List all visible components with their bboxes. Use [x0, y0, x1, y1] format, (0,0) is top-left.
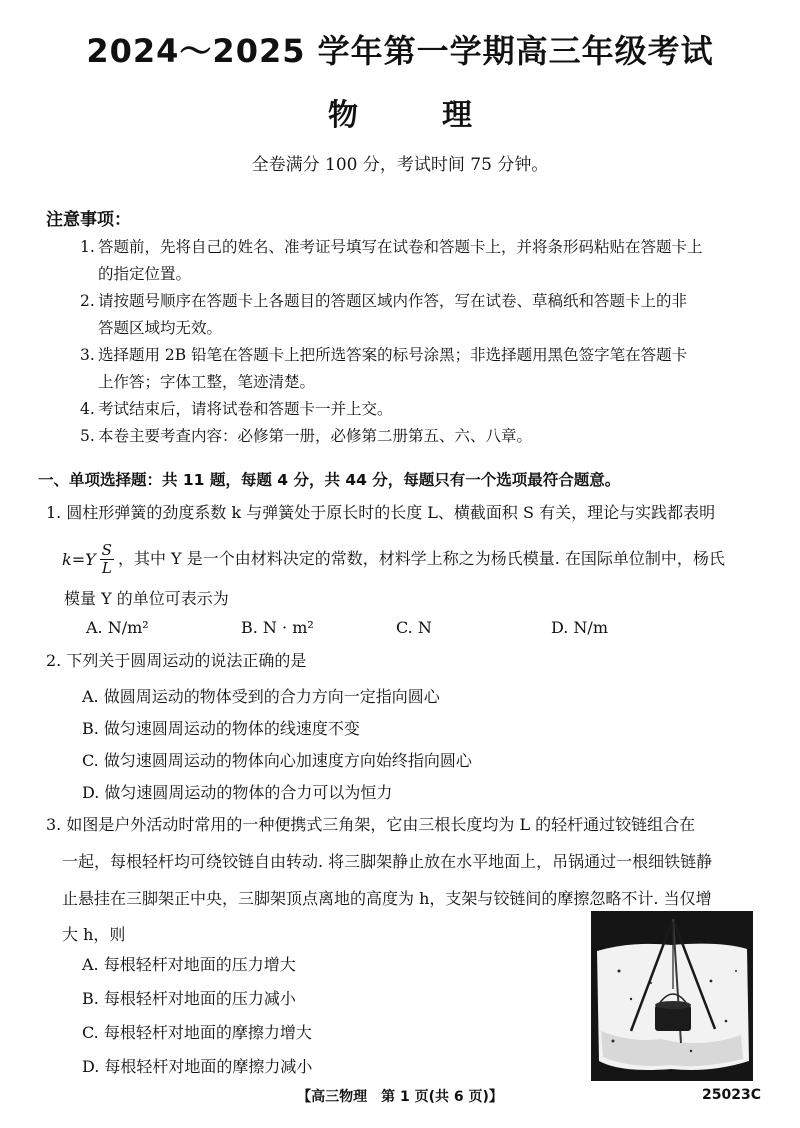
notice-text: 选择题用 2B 铅笔在答题卡上把所选答案的标号涂黑；非选择题用黑色签字笔在答题卡 — [98, 346, 688, 364]
page-footer: 【高三物理 第 1 页(共 6 页)】 — [297, 1089, 503, 1105]
notice-list — [80, 234, 770, 450]
q3-option-c: C. 每根轻杆对地面的摩擦力增大 — [82, 1023, 312, 1042]
notice-text-cont: 的指定位置。 — [98, 265, 192, 283]
notice-item — [80, 234, 770, 288]
notice-num: 4. — [80, 400, 95, 418]
notice-heading: 注意事项： — [46, 210, 131, 230]
notice-text-cont: 上作答；字体工整，笔迹清楚。 — [98, 373, 316, 391]
q1-formula — [62, 541, 118, 579]
notice-num: 3. — [80, 346, 95, 364]
tripod-photo-image — [591, 911, 753, 1081]
q2-option-d: D. 做匀速圆周运动的物体的合力可以为恒力 — [82, 783, 393, 802]
q1-formula-line — [62, 540, 762, 579]
q1-fraction — [100, 542, 114, 577]
subject-char-2: 理 — [442, 98, 472, 133]
q2-option-b: B. 做匀速圆周运动的物体的线速度不变 — [82, 719, 360, 738]
q1-frac-num: S — [101, 541, 112, 559]
notice-text-cont: 答题区域均无效。 — [98, 319, 223, 337]
q1-option-a: A. N/m² — [86, 618, 149, 637]
q1-formula-lhs: k=Y — [62, 549, 96, 569]
notice-item — [80, 288, 770, 342]
q1-option-b: B. N · m² — [241, 618, 314, 637]
q2-option-c: C. 做匀速圆周运动的物体向心加速度方向始终指向圆心 — [82, 751, 472, 770]
notice-item — [80, 342, 770, 396]
notice-text: 考试结束后，请将试卷和答题卡一并上交。 — [98, 400, 393, 418]
q1-line3: 模量 Y 的单位可表示为 — [64, 589, 229, 608]
q3-line1: 3. 如图是户外活动时常用的一种便携式三角架，它由三根长度均为 L 的轻杆通过铰链组合在 — [46, 815, 696, 834]
section-heading: 一、单项选择题：共 11 题，每题 4 分，共 44 分，每题只有一个选项最符合题意。 — [38, 471, 621, 489]
q3-option-d: D. 每根轻杆对地面的摩擦力减小 — [82, 1057, 313, 1076]
score-note: 全卷满分 100 分，考试时间 75 分钟。 — [251, 155, 549, 175]
q3-line4: 大 h，则 — [62, 925, 126, 944]
question-1 — [46, 494, 758, 532]
tripod-photo — [591, 911, 753, 1081]
notice-text: 请按题号顺序在答题卡上各题目的答题区域内作答，写在试卷、草稿纸和答题卡上的非 — [98, 292, 688, 310]
q3-option-b: B. 每根轻杆对地面的压力减小 — [82, 989, 296, 1008]
subject-title — [0, 90, 800, 134]
q1-line2: ，其中 Y 是一个由材料决定的常数，材料学上称之为杨氏模量. 在国际单位制中，杨氏 — [117, 549, 725, 568]
q2-option-a: A. 做圆周运动的物体受到的合力方向一定指向圆心 — [82, 687, 440, 706]
q1-option-c: C. N — [396, 618, 432, 637]
notice-item — [80, 396, 770, 423]
notice-num: 1. — [80, 238, 95, 256]
q1-line1: 1. 圆柱形弹簧的劲度系数 k 与弹簧处于原长时的长度 L、横截面积 S 有关，理论与实践都表明 — [46, 503, 716, 522]
q1-options — [86, 618, 706, 637]
subject-char-1: 物 — [328, 98, 358, 133]
q1-option-d: D. N/m — [551, 618, 608, 637]
notice-item — [80, 423, 770, 450]
q3-line2: 一起，每根轻杆均可绕铰链自由转动. 将三脚架静止放在水平地面上，吊锅通过一根细铁链静 — [62, 852, 713, 871]
exam-code: 25023C — [702, 1087, 761, 1103]
q3-line3: 止悬挂在三脚架正中央，三脚架顶点离地的高度为 h，支架与铰链间的摩擦忽略不计. 当仅增 — [62, 889, 712, 908]
q2-stem: 2. 下列关于圆周运动的说法正确的是 — [46, 651, 307, 670]
notice-text: 答题前，先将自己的姓名、准考证号填写在试卷和答题卡上，并将条形码粘贴在答题卡上 — [98, 238, 703, 256]
q1-frac-den: L — [101, 559, 112, 577]
q3-option-a: A. 每根轻杆对地面的压力增大 — [82, 955, 296, 974]
notice-num: 2. — [80, 292, 95, 310]
notice-num: 5. — [80, 427, 95, 445]
notice-text: 本卷主要考查内容：必修第一册，必修第二册第五、六、八章。 — [98, 427, 533, 445]
exam-title: 2024～2025 学年第一学期高三年级考试 — [86, 32, 714, 70]
